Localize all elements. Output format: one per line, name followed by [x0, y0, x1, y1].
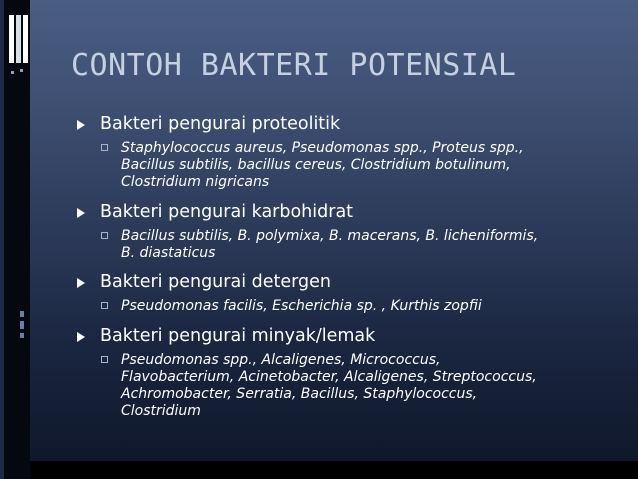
bullet-detail-line: Staphylococcus aureus, Pseudomonas spp., Proteus spp.,	[121, 140, 524, 156]
bullet-detail-line: Clostridium nigricans	[121, 174, 270, 190]
side-decoration	[0, 0, 30, 479]
square-bullet-icon	[101, 144, 108, 151]
bullet-item-minyak-lemak	[76, 324, 626, 420]
bullet-heading: Bakteri pengurai proteolitik	[100, 114, 341, 134]
bullet-detail-line: Bacillus subtilis, bacillus cereus, Clostridium botulinum,	[121, 157, 511, 173]
bullet-item-proteolitik	[76, 112, 626, 191]
square-bullet-icon	[101, 302, 108, 309]
bullet-detail-line: Flavobacterium, Acinetobacter, Alcaligenes, Streptococcus,	[121, 369, 537, 385]
bullet-item-detergen	[76, 270, 626, 315]
slide-title: CONTOH BAKTERI POTENSIAL	[71, 48, 517, 83]
triangle-bullet-icon	[77, 120, 85, 130]
bullet-detail-line: B. diastaticus	[121, 245, 216, 261]
bullet-detail-line: Bacillus subtilis, B. polymixa, B. macerans, B. licheniformis,	[121, 228, 539, 244]
bullet-detail-line: Achromobacter, Serratia, Bacillus, Staphylococcus,	[121, 386, 478, 402]
bullet-detail-line: Pseudomonas facilis, Escherichia sp. , Kurthis zopfii	[121, 298, 482, 314]
square-bullet-icon	[101, 232, 108, 239]
bullet-item-karbohidrat	[76, 200, 626, 262]
triangle-bullet-icon	[77, 208, 85, 218]
bullet-detail-line: Pseudomonas spp., Alcaligenes, Micrococcus,	[121, 352, 441, 368]
bullet-heading: Bakteri pengurai minyak/lemak	[100, 326, 376, 346]
bullet-detail-line: Clostridium	[121, 403, 201, 419]
square-bullet-icon	[101, 356, 108, 363]
triangle-bullet-icon	[77, 278, 85, 288]
triangle-bullet-icon	[77, 332, 85, 342]
bottom-bar	[30, 461, 638, 479]
bullet-heading: Bakteri pengurai detergen	[100, 272, 331, 292]
bullet-heading: Bakteri pengurai karbohidrat	[100, 202, 354, 222]
bullet-list	[76, 112, 626, 420]
